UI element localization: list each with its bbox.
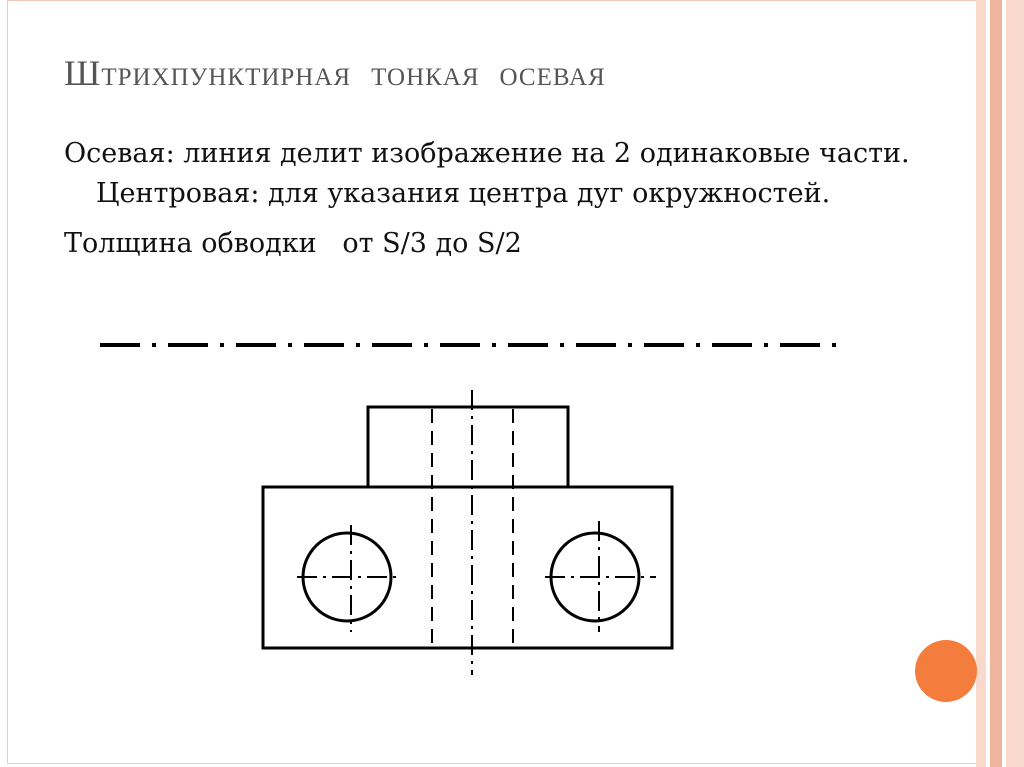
paragraph-thickness: Толщина обводки от S/3 до S/2 [64,228,522,259]
upper-boss-outline [368,407,568,487]
paragraph-axial-line: Осевая: линия делит изображение на 2 одинаковые части. Центровая: для указания центра дуг окружностей. [64,138,910,209]
orange-circle-icon [915,640,977,702]
slide-title: Штрихпунктирная тонкая осевая [64,53,606,93]
base-plate-outline [263,487,672,648]
